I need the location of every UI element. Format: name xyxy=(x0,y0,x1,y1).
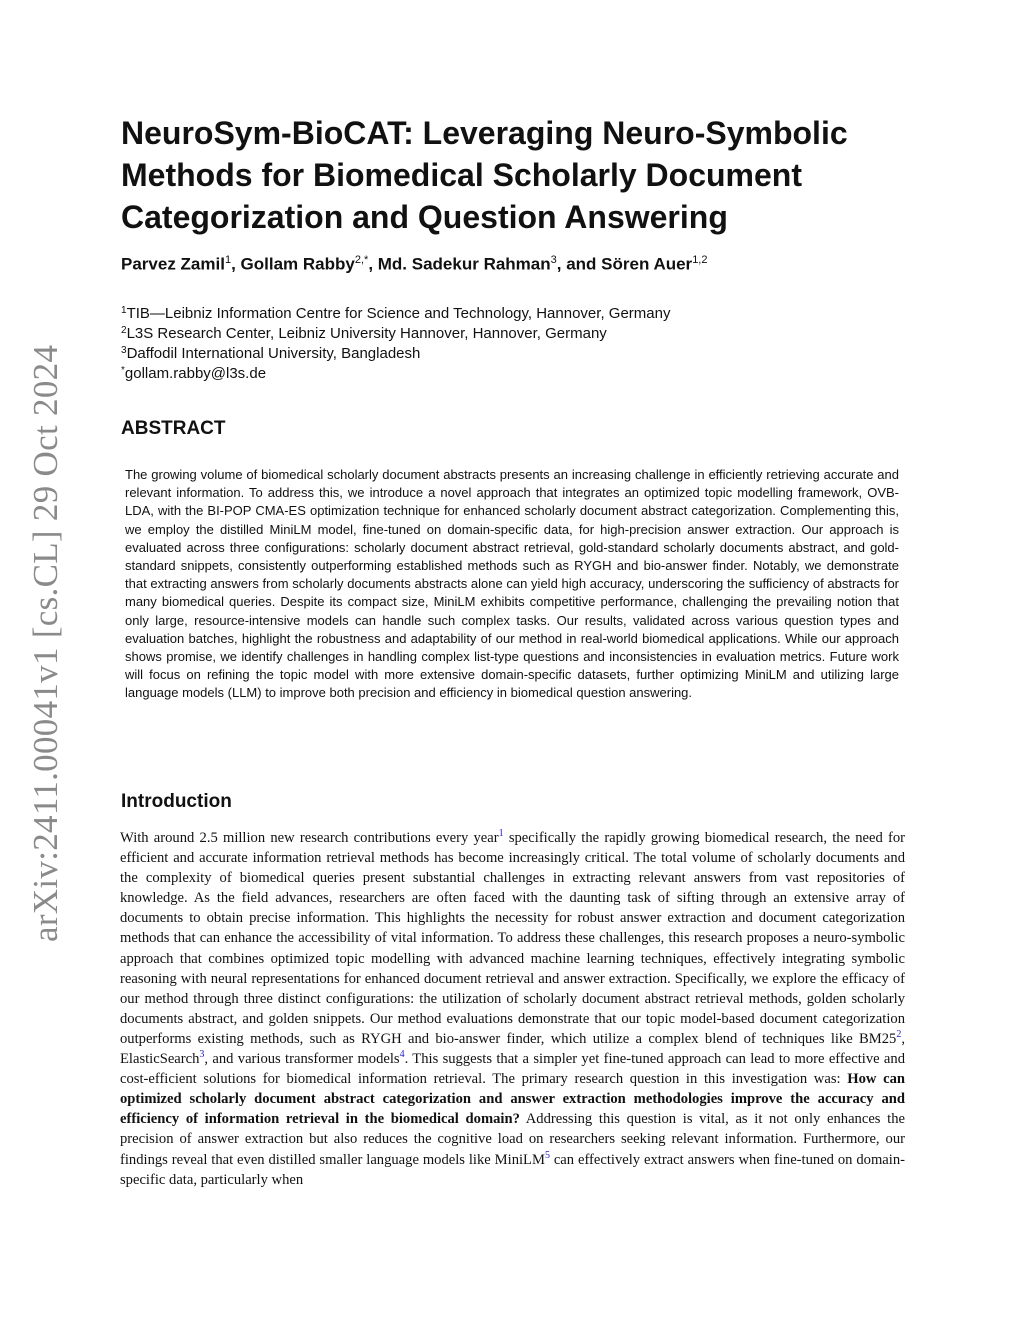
author-separator: , and xyxy=(556,254,602,274)
intro-text-segment: can effectively extract answers when fine-tuned on domain-specific data, particularly when xyxy=(120,1151,905,1188)
footnote-link-1[interactable]: 1 xyxy=(498,828,504,840)
corresponding-email xyxy=(121,364,921,384)
author-separator: , xyxy=(231,254,241,274)
affiliation-mark: 3 xyxy=(121,345,127,356)
intro-text-segment: , and various transformer models xyxy=(204,1051,400,1068)
footnote-link-5[interactable]: 5 xyxy=(544,1149,550,1161)
author-list xyxy=(121,254,921,275)
affiliation xyxy=(121,304,921,324)
footnote-link-2[interactable]: 2 xyxy=(896,1029,902,1041)
affiliation xyxy=(121,324,921,344)
author-name: Gollam Rabby xyxy=(240,254,355,274)
affiliation-mark: 1 xyxy=(121,305,127,316)
author-affiliation-mark: 3 xyxy=(550,254,557,266)
author-name: Md. Sadekur Rahman xyxy=(377,254,551,274)
author-name: Sören Auer xyxy=(601,254,693,274)
intro-text-segment: . This suggests that a simpler yet fine-tuned approach can lead to more effective and cost-efficient solutions for biomedical information retrieval. The primary research question in this investigation was: xyxy=(120,1051,905,1088)
intro-text-segment: , ElasticSearch xyxy=(120,1030,905,1068)
footnote-link-3[interactable]: 3 xyxy=(199,1049,205,1061)
footnote-link-4[interactable]: 4 xyxy=(399,1049,405,1061)
affiliation-list xyxy=(121,304,921,384)
intro-text-segment: specifically the rapidly growing biomedical research, the need for efficient and accurate information retrieval methods has become increasingly critical. The total volume of scholarly documents and the complexity of biomedical queries present substantial challenges in extracting relevant answers from vast repositories of knowledge. As the field advances, researchers are often faced with the daunting task of sifting through an extensive array of documents to obtain precise information. This highlights the necessity for robust answer extraction and document categorization methods that can enhance the accessibility of vital information. To address these challenges, this research proposes a neuro-symbolic approach that combines optimized topic modelling with advanced machine learning techniques, effectively integrating symbolic reasoning with neural representations for enhanced document retrieval and answer extraction. Specifically, we explore the efficacy of our method through three distinct configurations: the utilization of scholarly document abstract retrieval methods, golden scholarly documents abstract, and golden snippets. Our method evaluations demonstrate that our topic model-based document categorization outperforms existing methods, such as RYGH and bio-answer finder, which utilize a complex blend of techniques like BM25 xyxy=(120,830,906,1047)
abstract-text: The growing volume of biomedical scholarly document abstracts presents an increasing challenge in efficiently retrieving accurate and relevant information. To address this, we introduce a novel approach that integrates an optimized topic modelling framework, OVB-LDA, with the BI-POP CMA-ES optimization technique for enhanced scholarly document abstract categorization. Complementing this, we employ the distilled MiniLM model, fine-tuned on domain-specific data, for high-precision answer extraction. Our approach is evaluated across three configurations: scholarly document abstract retrieval, gold-standard scholarly documents abstract, and gold-standard snippets, consistently outperforming established methods such as RYGH and bio-answer finder. Notably, we demonstrate that extracting answers from scholarly documents abstracts alone can yield high accuracy, underscoring the sufficiency of abstracts for many biomedical queries. Despite its compact size, MiniLM exhibits competitive performance, challenging the prevailing notion that only large, resource-intensive models can handle such complex tasks. Our results, validated across various question types and evaluation batches, highlight the robustness and adaptability of our method in real-world biomedical applications. While our approach shows promise, we identify challenges in handling complex list-type questions and inconsistencies in evaluation metrics. Future work will focus on refining the topic model with more extensive domain-specific datasets, further optimizing MiniLM and utilizing large language models (LLM) to improve both precision and efficiency in biomedical question answering. xyxy=(125,467,899,701)
affiliation-mark: 2 xyxy=(121,325,127,336)
affiliation-text: TIB—Leibniz Information Centre for Science and Technology, Hannover, Germany xyxy=(126,305,671,322)
abstract-heading: ABSTRACT xyxy=(121,418,226,439)
author-affiliation-mark: 1,2 xyxy=(692,254,708,266)
affiliation-text: Daffodil International University, Bangladesh xyxy=(126,345,421,362)
author-name: Parvez Zamil xyxy=(121,254,225,274)
paper-title: NeuroSym-BioCAT: Leveraging Neuro-Symbolic Methods for Biomedical Scholarly Document Categorization and Question Answering xyxy=(121,115,848,235)
author-affiliation-mark: 1 xyxy=(224,254,232,266)
intro-text-segment: Addressing this question is vital, as it not only enhances the precision of answer extraction but also reduces the cognitive load on researchers seeking relevant information. Furthermore, our findings reveal that even distilled smaller language models like MiniLM xyxy=(120,1111,905,1168)
affiliation xyxy=(121,344,921,364)
email-text: gollam.rabby@l3s.de xyxy=(124,365,267,382)
intro-text-segment: With around 2.5 million new research contributions every year xyxy=(120,830,499,846)
author-separator: , xyxy=(368,254,378,274)
affiliation-mark: * xyxy=(121,365,125,376)
research-question: How can optimized scholarly document abstract categorization and answer extraction methodologies improve the accuracy and efficiency of information retrieval in the biomedical domain? xyxy=(120,1071,905,1128)
arxiv-identifier: arXiv:2411.00041v1 [cs.CL] 29 Oct 2024 xyxy=(26,344,65,942)
introduction-text xyxy=(120,828,905,1190)
author-affiliation-mark: 2,* xyxy=(354,254,369,266)
introduction-heading: Introduction xyxy=(121,791,232,812)
affiliation-text: L3S Research Center, Leibniz University Hannover, Hannover, Germany xyxy=(126,325,607,342)
